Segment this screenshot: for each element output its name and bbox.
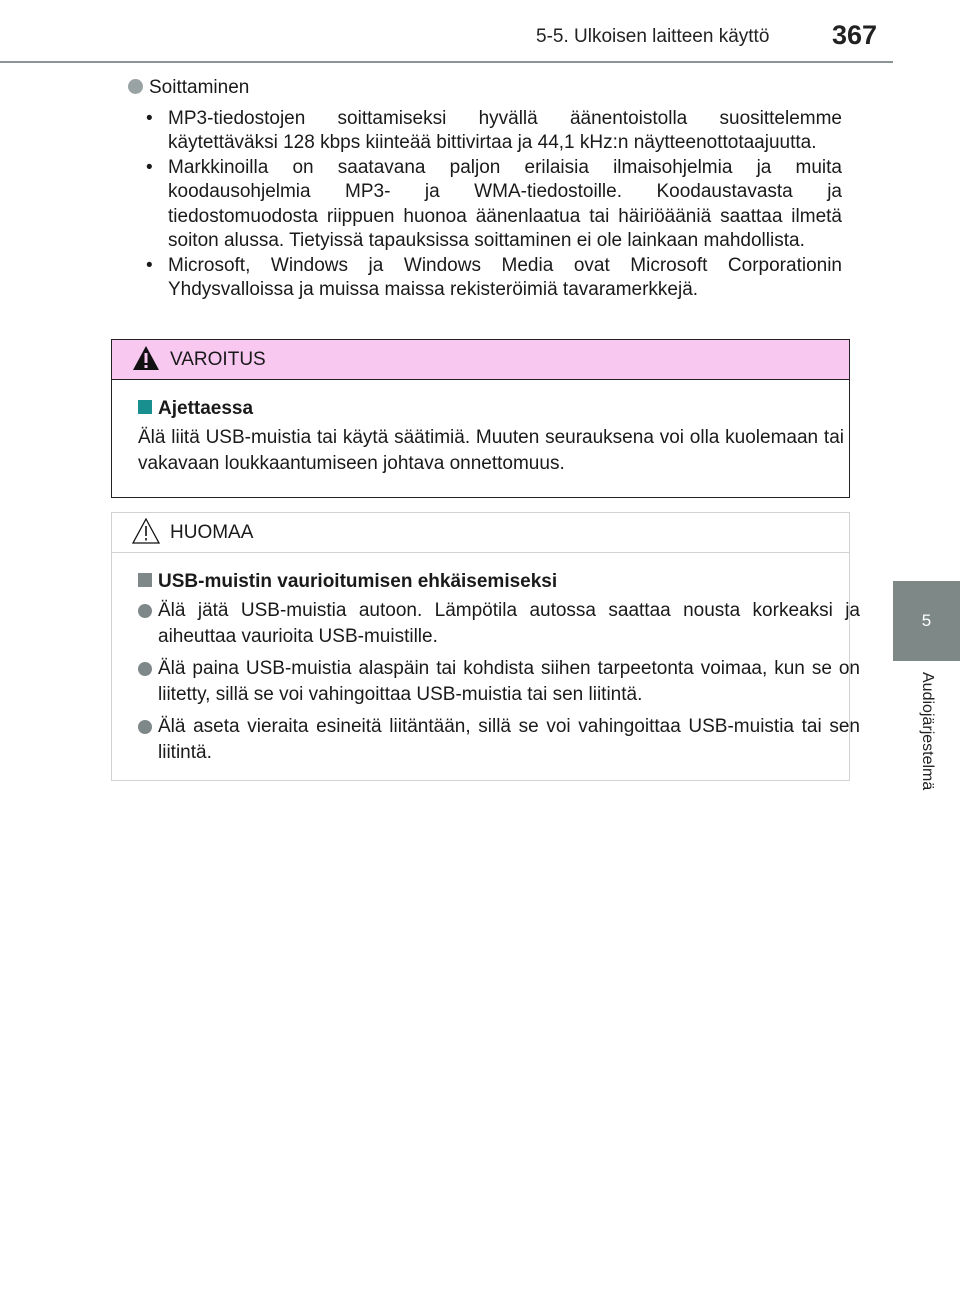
intro-section — [128, 76, 842, 303]
warning-subheading — [138, 398, 253, 420]
list-item — [128, 156, 842, 254]
notice-title: HUOMAA — [170, 522, 254, 543]
notice-subheading-text: USB-muistin vaurioitumisen ehkäisemiseksi — [158, 571, 558, 592]
bullet-dot-icon — [138, 662, 152, 676]
square-bullet-icon — [138, 573, 152, 587]
bullet-dot-icon — [138, 604, 152, 618]
chapter-tab — [893, 581, 960, 661]
chapter-number: 5 — [921, 611, 932, 630]
caution-triangle-icon — [132, 518, 160, 544]
list-item — [128, 107, 842, 156]
chapter-label-container — [893, 672, 960, 822]
warning-text: Älä liitä USB-muistia tai käytä säätimiä. Muuten seurauksena voi olla kuolemaan tai vakavaan loukkaantumiseen johtava onnettomuus. — [138, 427, 844, 474]
notice-item-text: Älä jätä USB-muistia autoon. Lämpötila autossa saattaa nousta korkeaksi ja aiheuttaa vaurioita USB-muistille. — [158, 600, 860, 647]
intro-list — [128, 107, 842, 303]
warning-header — [112, 340, 849, 380]
notice-item — [138, 656, 860, 708]
intro-heading: Soittaminen — [149, 77, 250, 98]
page-number: 367 — [832, 20, 878, 50]
notice-header — [112, 513, 849, 553]
list-item-text: Microsoft, Windows ja Windows Media ovat Microsoft Corporationin Yhdysvalloissa ja muissa maissa rekisteröimiä tavaramerkkejä. — [168, 254, 842, 300]
notice-item-text: Älä paina USB-muistia alaspäin tai kohdista siihen tarpeetonta voimaa, kun se on liitetty, sillä se voi vahingoittaa USB-muistia tai sen liitintä. — [158, 658, 860, 705]
square-bullet-icon — [138, 400, 152, 414]
header-divider — [0, 61, 893, 63]
warning-title: VAROITUS — [170, 349, 266, 370]
section-title: 5-5. Ulkoisen laitteen käyttö — [536, 26, 770, 47]
list-item-text: MP3-tiedostojen soittamiseksi hyvällä äänentoistolla suosittelemme käytettäväksi 128 kbps kiinteää bittivirtaa ja 44,1 kHz:n näytteenottotaajuutta. — [168, 107, 842, 153]
bullet-dot-icon — [138, 720, 152, 734]
intro-heading-row — [128, 76, 842, 101]
chapter-label: Audiojärjestelmä — [918, 672, 936, 791]
list-item-text: Markkinoilla on saatavana paljon erilaisia ilmaisohjelmia ja muita koodausohjelmia MP3- ja WMA-tiedostoille. Koodaustavasta ja tiedostomuodosta riippuen huonoa äänenlaatua tai häiriöääniä saattaa ilmetä soiton alussa. Tietyissä tapauksissa soittaminen ei ole lainkaan mahdollista. — [168, 156, 842, 251]
bullet-dot-icon — [128, 79, 143, 94]
bullet-point-icon: • — [146, 107, 153, 129]
warning-subheading-text: Ajettaessa — [158, 398, 254, 419]
warning-triangle-icon — [132, 345, 160, 371]
notice-item-text: Älä aseta vieraita esineitä liitäntään, sillä se voi vahingoittaa USB-muistia tai sen liitintä. — [158, 716, 860, 763]
warning-box — [111, 339, 850, 498]
notice-item — [138, 714, 860, 766]
bullet-point-icon: • — [146, 254, 153, 276]
notice-box — [111, 512, 860, 781]
notice-item — [138, 598, 860, 650]
list-item — [128, 254, 842, 303]
bullet-point-icon: • — [146, 156, 153, 178]
notice-subheading — [138, 571, 557, 593]
